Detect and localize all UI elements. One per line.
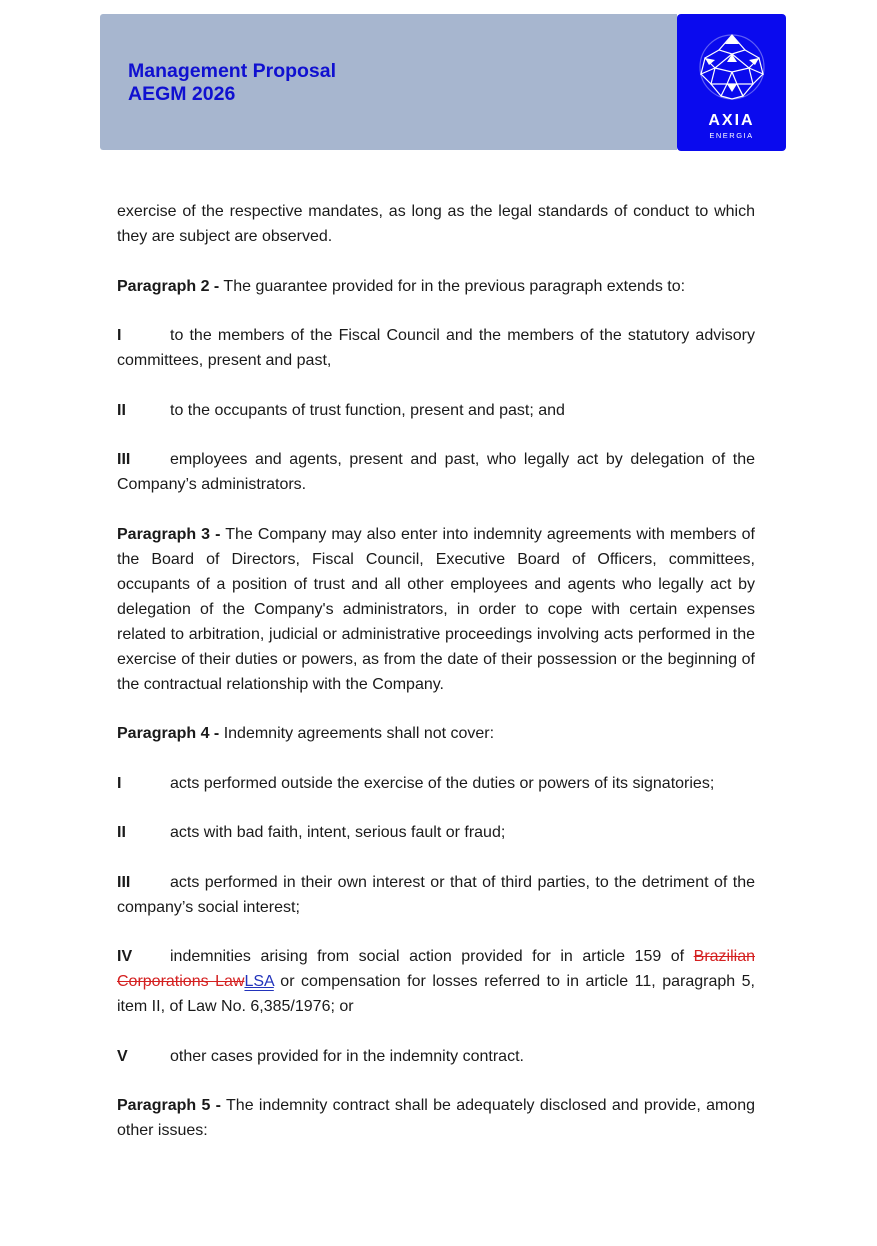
item-number: I — [117, 327, 122, 344]
item-text: employees and agents, present and past, who legally act by delegation of the Company’s administrators. — [117, 451, 755, 493]
list-item — [117, 870, 755, 920]
tracked-insertion: LSA — [244, 973, 274, 990]
list-item — [117, 447, 755, 497]
item-number: III — [117, 451, 131, 468]
paragraph-text: The guarantee provided for in the previous paragraph extends to: — [219, 277, 686, 295]
paragraph-5 — [117, 1093, 755, 1143]
item-text: indemnities arising from social action provided for in article 159 of — [170, 948, 694, 965]
paragraph-text: exercise of the respective mandates, as long as the legal standards of conduct to which they are subject are observed. — [117, 203, 755, 245]
item-number: II — [117, 401, 126, 419]
item-number: IV — [117, 948, 133, 965]
paragraph-3 — [117, 522, 755, 697]
paragraph-4 — [117, 721, 755, 746]
item-text: acts performed in their own interest or that of third parties, to the detriment of the company’s social interest; — [117, 873, 755, 916]
list-item — [117, 323, 755, 373]
item-text: to the occupants of trust function, present and past; and — [170, 401, 565, 419]
item-text: to the members of the Fiscal Council and the members of the statutory advisory committees, present and past, — [117, 327, 755, 369]
logo-sub-text: ENERGIA — [709, 131, 754, 140]
paragraph-label: Paragraph 4 - — [117, 725, 220, 742]
item-text: acts performed outside the exercise of the duties or powers of its signatories; — [170, 774, 715, 792]
item-text: other cases provided for in the indemnity contract. — [170, 1047, 524, 1065]
tracked-deletion: Brazilian Corporations Law — [117, 948, 755, 990]
list-item — [117, 944, 755, 1019]
list-item — [117, 771, 755, 796]
paragraph-label: Paragraph 5 - — [117, 1097, 221, 1114]
axia-energia-logo — [677, 14, 786, 151]
logo-brand-text: AXIA — [708, 112, 755, 129]
continuation-paragraph — [117, 199, 755, 249]
globe-logo-icon — [697, 32, 767, 102]
item-number: II — [117, 824, 126, 841]
paragraph-text: The indemnity contract shall be adequately disclosed and provide, among other issues: — [117, 1097, 756, 1139]
document-body — [117, 199, 755, 1168]
paragraph-label: Paragraph 3 - — [117, 525, 221, 543]
document-title — [128, 60, 336, 106]
item-text: or compensation for losses referred to in article 11, paragraph 5, item II, of Law No. 6,385/1976; or — [117, 973, 755, 1015]
list-item — [117, 398, 755, 423]
list-item — [117, 1044, 755, 1069]
paragraph-text: The Company may also enter into indemnity agreements with members of the Board of Directors, Fiscal Council, Executive Board of Officers, committees, occupants of a position of trust and all other employees and agents who legally act by delegation of the Company's administrators, in order to cope with certain expenses related to arbitration, judicial or administrative proceedings involving acts performed in the exercise of their duties or powers, as from the date of their possession or the beginning of the contractual relationship with the Company. — [117, 525, 755, 693]
item-number: I — [117, 774, 122, 792]
paragraph-2 — [117, 274, 755, 299]
title-line-2: AEGM 2026 — [128, 83, 236, 105]
item-text: acts with bad faith, intent, serious fault or fraud; — [170, 824, 506, 841]
list-item — [117, 820, 755, 845]
title-line-1: Management Proposal — [128, 60, 337, 82]
item-number: III — [117, 873, 131, 891]
item-number: V — [117, 1047, 128, 1065]
paragraph-text: Indemnity agreements shall not cover: — [219, 725, 495, 742]
paragraph-label: Paragraph 2 - — [117, 277, 220, 295]
